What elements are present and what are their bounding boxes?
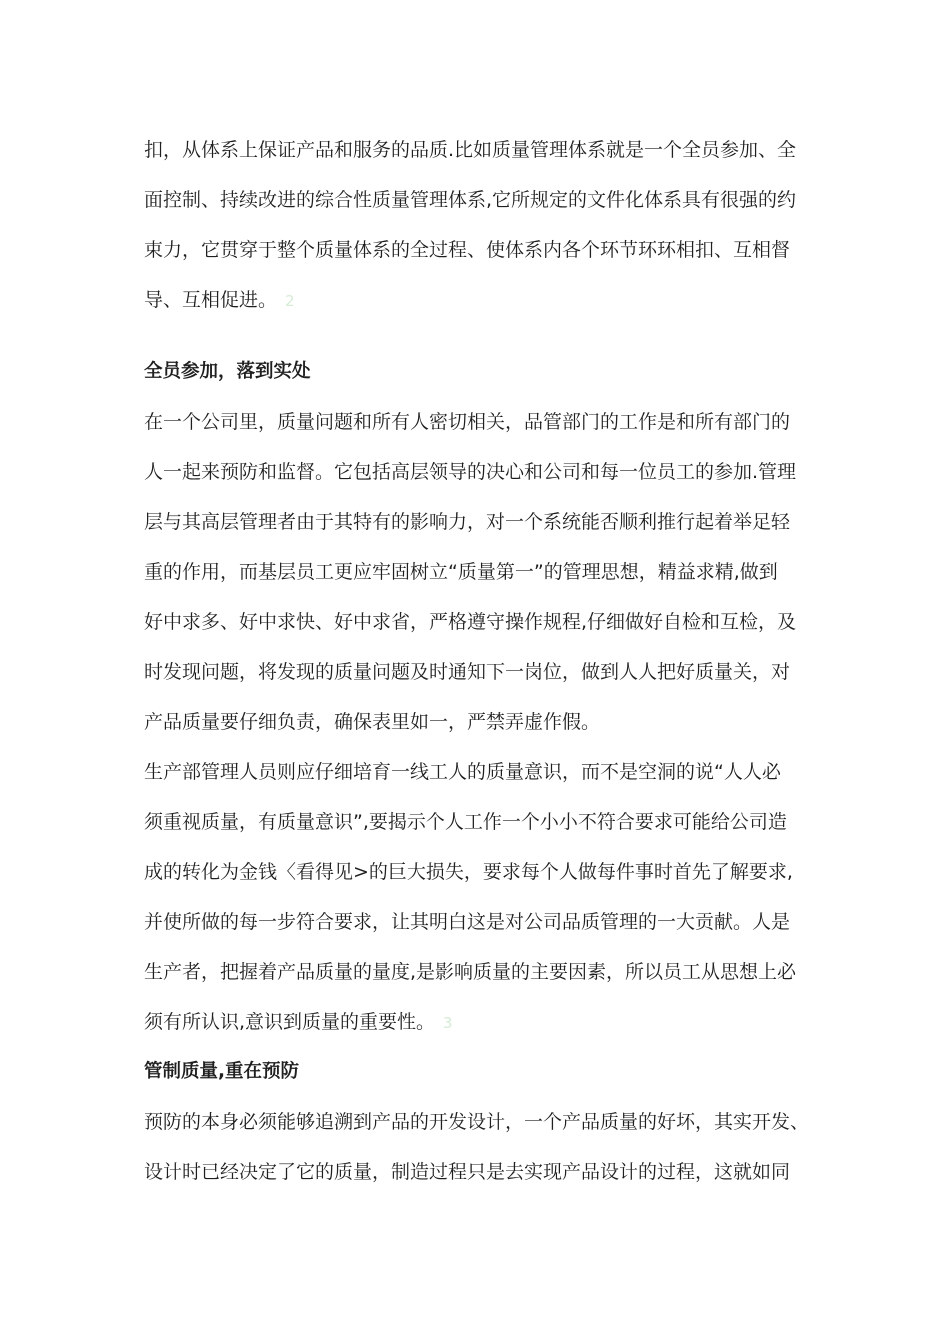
paragraph-1-line-text: 导、互相促进。 [144,289,278,311]
section-heading-1: 全员参加，落到实处 [144,361,311,382]
paragraph-2-line: 好中求多、好中求快、好中求省，严格遵守操作规程,仔细做好自检和互检，及 [144,611,797,633]
paragraph-1-line-last [144,278,834,328]
paragraph-3-line: 成的转化为金钱〈看得见>的巨大损失，要求每个人做每件事时首先了解要求, [144,861,793,883]
paragraph-4-line: 预防的本身必须能够追溯到产品的开发设计，一个产品质量的好坏，其实开发、 [144,1111,810,1133]
paragraph-2-line: 重的作用，而基层员工更应牢固树立“质量第一”的管理思想，精益求精,做到 [144,561,778,583]
paragraph-3-line: 并使所做的每一步符合要求，让其明白这是对公司品质管理的一大贡献。人是 [144,911,791,933]
paragraph-1-line: 面控制、持续改进的综合性质量管理体系,它所规定的文件化体系具有很强的约 [144,189,797,211]
paragraph-3-line-last [144,1000,834,1050]
paragraph-1 [144,128,834,328]
footnote-marker: 2 [285,292,295,310]
document-body [144,128,834,1200]
paragraph-2-line: 时发现问题，将发现的质量问题及时通知下一岗位，做到人人把好质量关，对 [144,661,791,683]
section-heading-2: 管制质量,重在预防 [144,1061,300,1082]
paragraph-3 [144,750,834,1050]
paragraph-2-line: 产品质量要仔细负责，确保表里如一，严禁弄虚作假。 [144,711,601,733]
paragraph-3-line: 须重视质量，有质量意识”,要揭示个人工作一个小小不符合要求可能给公司造 [144,811,787,833]
paragraph-2-line: 层与其高层管理者由于其特有的影响力，对一个系统能否顺利推行起着举足轻 [144,511,791,533]
paragraph-3-line: 生产部管理人员则应仔细培育一线工人的质量意识，而不是空洞的说“人人必 [144,761,781,783]
paragraph-1-line: 束力，它贯穿于整个质量体系的全过程、使体系内各个环节环环相扣、互相督 [144,239,791,261]
paragraph-4 [144,1100,834,1200]
paragraph-3-line: 生产者，把握着产品质量的量度,是影响质量的主要因素，所以员工从思想上必 [144,961,797,983]
footnote-marker: 3 [443,1014,453,1032]
paragraph-3-line-text: 须有所认识,意识到质量的重要性。 [144,1011,436,1033]
paragraph-2-line: 人一起来预防和监督。它包括高层领导的决心和公司和每一位员工的参加.管理 [144,461,797,483]
paragraph-4-line: 设计时已经决定了它的质量，制造过程只是去实现产品设计的过程，这就如同 [144,1161,791,1183]
paragraph-2 [144,400,834,750]
paragraph-1-line: 扣，从体系上保证产品和服务的品质.比如质量管理体系就是一个全员参加、全 [144,139,797,161]
paragraph-2-line: 在一个公司里，质量问题和所有人密切相关，品管部门的工作是和所有部门的 [144,411,791,433]
